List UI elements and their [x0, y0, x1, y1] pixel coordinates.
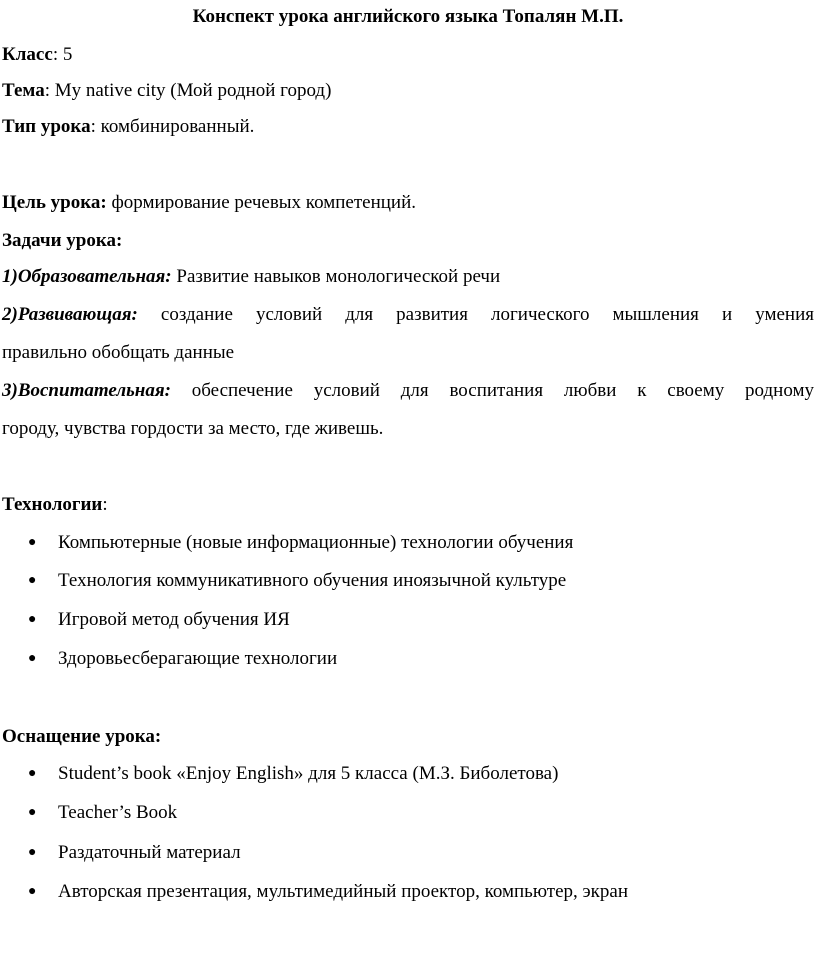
bullet-icon: ●: [28, 651, 37, 666]
class-line: [2, 44, 814, 66]
list-item: [0, 881, 816, 903]
technologies-colon: :: [102, 494, 108, 515]
list-item-text: Технология коммуникативного обучения иноязычной культуре: [58, 570, 567, 591]
goal-line: [2, 192, 814, 214]
equipment-heading: Оснащение урока:: [2, 726, 162, 747]
tasks-heading: Задачи урока:: [2, 230, 123, 251]
goal-value: формирование речевых компетенций.: [106, 192, 416, 213]
task-label: 2)Развивающая:: [2, 304, 138, 325]
topic-line: [2, 80, 814, 102]
list-item: [0, 570, 816, 592]
task-label: 1)Образовательная:: [2, 266, 172, 287]
list-item-text: Student’s book «Enjoy English» для 5 класса (М.З. Биболетова): [58, 763, 559, 784]
bullet-icon: ●: [28, 612, 37, 627]
list-item: [0, 648, 816, 670]
lesson-type-line: [2, 116, 814, 138]
list-item-text: Teacher’s Book: [58, 802, 178, 823]
topic-label: Тема: [2, 80, 45, 101]
bullet-icon: ●: [28, 884, 37, 899]
task-label: 3)Воспитательная:: [2, 380, 171, 401]
task-developing-continuation: правильно обобщать данные: [2, 342, 235, 363]
bullet-icon: ●: [28, 845, 37, 860]
list-item-text: Здоровьесберагающие технологии: [58, 648, 338, 669]
bullet-icon: ●: [28, 766, 37, 781]
topic-value: : My native city (Мой родной город): [44, 80, 332, 101]
list-item-text: Раздаточный материал: [58, 842, 241, 863]
lesson-type-value: : комбинированный.: [90, 116, 255, 137]
task-upbringing-continuation: городу, чувства гордости за место, где живешь.: [2, 418, 384, 439]
bullet-icon: ●: [28, 535, 37, 550]
task-upbringing: [2, 380, 814, 402]
list-item: [0, 763, 816, 785]
list-item: [0, 609, 816, 631]
list-item-text: Авторская презентация, мультимедийный проектор, компьютер, экран: [58, 881, 628, 902]
technologies-heading: [2, 494, 814, 516]
list-item: [0, 532, 816, 554]
list-item: [0, 842, 816, 864]
bullet-icon: ●: [28, 573, 37, 588]
task-text: обеспечение условий для воспитания любви к своему родному: [170, 380, 814, 401]
list-item-text: Компьютерные (новые информационные) технологии обучения: [58, 532, 574, 553]
task-text: Развитие навыков монологической речи: [171, 266, 501, 287]
class-value: : 5: [52, 44, 73, 65]
lesson-type-label: Тип урока: [2, 116, 91, 137]
goal-label: Цель урока:: [2, 192, 107, 213]
list-item-text: Игровой метод обучения ИЯ: [58, 609, 290, 630]
task-text: создание условий для развития логического мышления и умения: [137, 304, 814, 325]
class-label: Класс: [2, 44, 53, 65]
technologies-label: Технологии: [2, 494, 103, 515]
bullet-icon: ●: [28, 805, 37, 820]
task-educational: [2, 266, 814, 288]
task-developing: [2, 304, 814, 326]
document-title: Конспект урока английского языка Топалян М.П.: [192, 6, 624, 27]
list-item: [0, 802, 816, 824]
